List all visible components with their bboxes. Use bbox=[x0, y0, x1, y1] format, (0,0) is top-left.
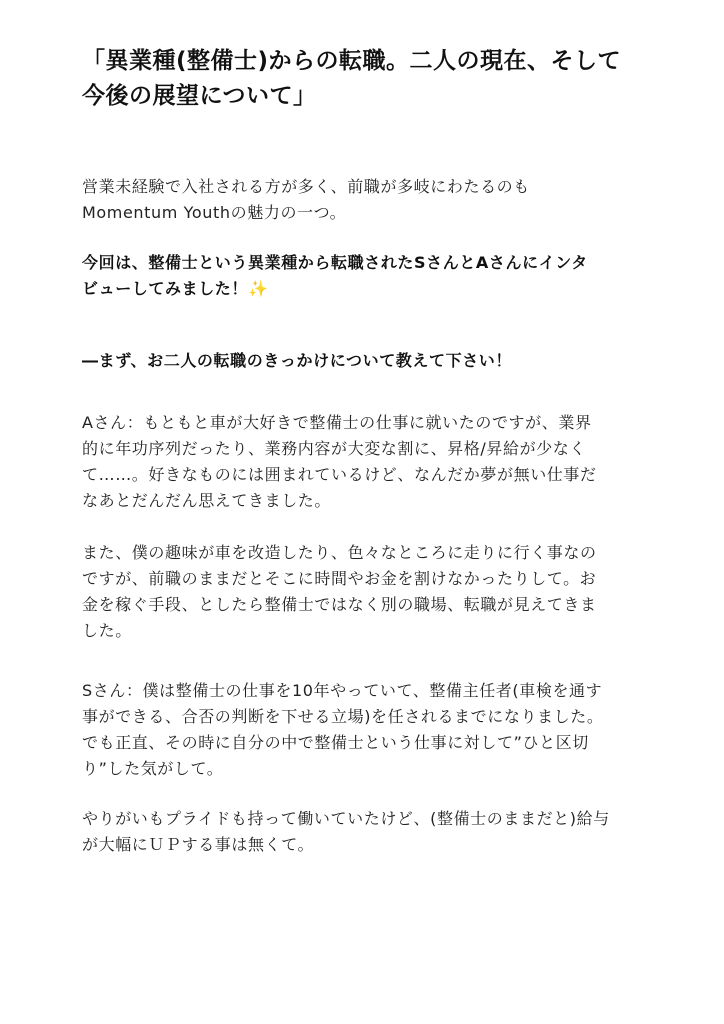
lead-line: 今回は、整備士という異業種から転職されたSさんとAさんにインタ bbox=[82, 253, 588, 272]
answer-line: 事ができる、合否の判断を下せる立場)を任されるまでになりました。 bbox=[82, 707, 604, 726]
answer-line: Aさん：もともと車が大好きで整備士の仕事に就いたのですが、業界 bbox=[82, 413, 592, 432]
article-title bbox=[82, 44, 672, 114]
answer-a-paragraph-1 bbox=[82, 410, 672, 514]
question-line: ―まず、お二人の転職のきっかけについて教えて下さい！ bbox=[82, 351, 513, 370]
lead-line bbox=[82, 276, 672, 302]
answer-line: が大幅にＵＰする事は無くて。 bbox=[82, 835, 315, 854]
answer-line: でも正直、その時に自分の中で整備士という仕事に対して”ひと区切 bbox=[82, 733, 589, 752]
title-line: 今後の展望について」 bbox=[82, 83, 317, 109]
answer-line: 的に年功序列だったり、業務内容が大変な割に、昇格/昇給が少なく bbox=[82, 439, 586, 458]
intro-line: 営業未経験で入社される方が多く、前職が多岐にわたるのも bbox=[82, 177, 530, 196]
intro-line: Momentum Youthの魅力の一つ。 bbox=[82, 203, 347, 222]
answer-line: 金を稼ぐ手段、としたら整備士ではなく別の職場、転職が見えてきま bbox=[82, 595, 597, 614]
answer-line: ですが、前職のままだとそこに時間やお金を割けなかったりして。お bbox=[82, 569, 597, 588]
answer-line: なあとだんだん思えてきました。 bbox=[82, 491, 332, 510]
lead-line-text: ビューしてみました！ bbox=[82, 279, 249, 298]
answer-line: り”した気がして。 bbox=[82, 759, 224, 778]
interview-question bbox=[82, 348, 672, 374]
answer-line: やりがいもプライドも持って働いていたけど、(整備士のままだと)給与 bbox=[82, 809, 610, 828]
answer-s-paragraph-2 bbox=[82, 806, 672, 858]
sparkle-icon: ✨ bbox=[248, 279, 269, 298]
answer-a-paragraph-2 bbox=[82, 540, 672, 644]
answer-line: また、僕の趣味が車を改造したり、色々なところに走りに行く事なの bbox=[82, 543, 597, 562]
title-line: 「異業種(整備士)からの転職。二人の現在、そして bbox=[82, 48, 622, 74]
answer-line: Sさん：僕は整備士の仕事を10年やっていて、整備主任者(車検を通す bbox=[82, 681, 603, 700]
answer-line: て……。好きなものには囲まれているけど、なんだか夢が無い仕事だ bbox=[82, 465, 597, 484]
answer-line: した。 bbox=[82, 621, 132, 640]
intro-paragraph bbox=[82, 174, 672, 226]
lead-paragraph bbox=[82, 250, 672, 302]
answer-s-paragraph-1 bbox=[82, 678, 672, 782]
